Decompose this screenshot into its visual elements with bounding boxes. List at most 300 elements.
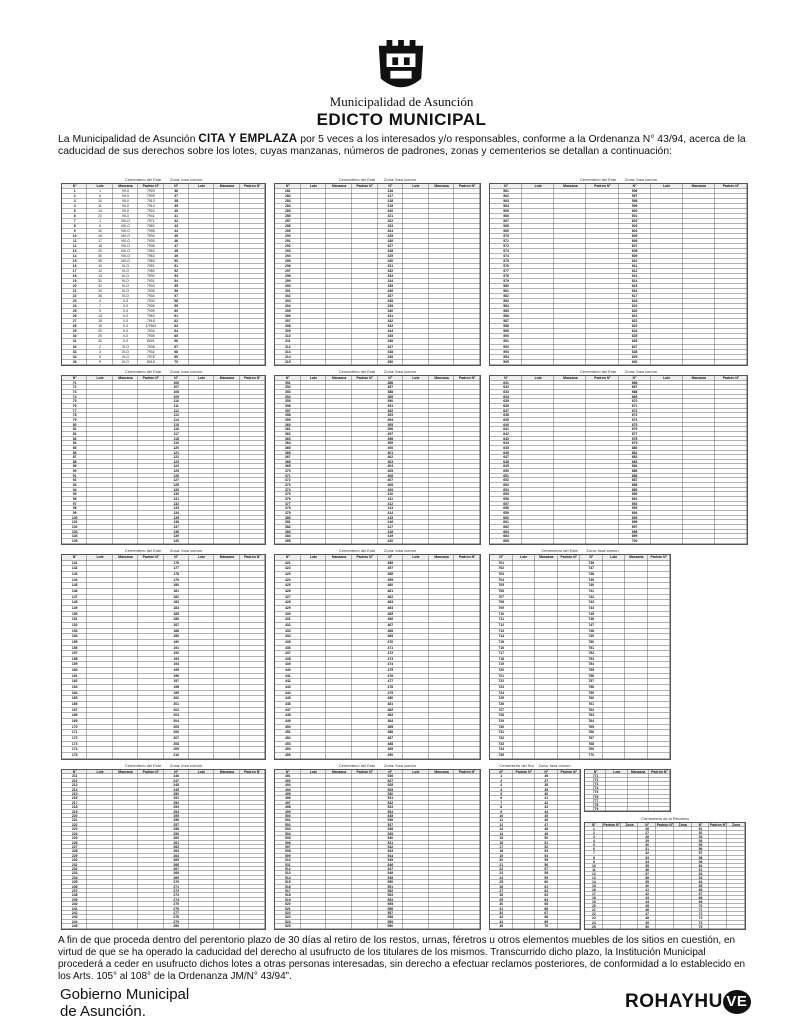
- table-cell: 291: [275, 239, 301, 244]
- table-cell: 670: [619, 399, 651, 404]
- table-caption: Cementerio del Este Zona: fosa común: [338, 369, 417, 374]
- table-cell: 566: [490, 214, 522, 219]
- table-cell: 6: [62, 214, 87, 219]
- table-caption: Cementerio del Este Zona: fosa común: [124, 369, 203, 374]
- table-cell: 357: [275, 409, 301, 414]
- table-cell: 248: [164, 783, 189, 787]
- column-header: N°: [378, 770, 404, 774]
- table-cell: 164: [62, 691, 87, 697]
- table-cell: 309: [275, 329, 301, 334]
- column-header: Padrón N°: [715, 184, 747, 189]
- lots-table: [62, 184, 265, 365]
- table-cell: [240, 924, 265, 928]
- table-cell: 482: [378, 708, 404, 714]
- table-cell: X-0: [113, 309, 138, 314]
- table-cell: 153: [62, 629, 87, 635]
- table-cell: 587: [490, 319, 522, 324]
- table-cell: 69: [164, 355, 189, 360]
- cemetery-table-block: [585, 762, 670, 812]
- table-cell: 691: [619, 497, 651, 502]
- table-cell: 247: [164, 779, 189, 783]
- table-cell: 346: [378, 339, 404, 344]
- table-cell: 549: [378, 876, 404, 880]
- table-cell: [87, 753, 112, 759]
- table-cell: 53: [692, 835, 710, 839]
- table-cell: 684: [619, 464, 651, 469]
- table-cell: 474: [378, 662, 404, 668]
- table-cell: 384: [275, 534, 301, 539]
- table-cell: 67: [164, 345, 189, 350]
- table-cell: 88: [62, 460, 87, 465]
- table-cell: 332: [378, 269, 404, 274]
- table-cell: 7935: [138, 289, 163, 294]
- table-cell: 7909: [138, 194, 163, 199]
- table-cell: 169: [62, 719, 87, 725]
- column-header: Lote: [522, 376, 554, 381]
- table-cell: 37: [638, 872, 656, 876]
- table-cell: 57: [535, 867, 558, 871]
- table-cell: 110: [164, 399, 189, 404]
- table-cell: 39: [535, 788, 558, 792]
- table-cell: 737: [580, 566, 603, 572]
- table-cell: 298: [275, 274, 301, 279]
- table-cell: 552: [378, 889, 404, 893]
- table-cell: 372: [275, 478, 301, 483]
- table-cell: 381: [275, 520, 301, 525]
- table-cell: 296: [275, 264, 301, 269]
- table-cell: 203: [164, 713, 189, 719]
- table-cell: 397: [378, 432, 404, 437]
- table-cell: 76: [62, 404, 87, 409]
- table-cell: 46: [164, 239, 189, 244]
- column-header: N°: [62, 184, 87, 189]
- table-cell: 27: [638, 831, 656, 835]
- table-cell: 189: [164, 634, 189, 640]
- table-cell: 360: [275, 423, 301, 428]
- table-cell: 609: [619, 254, 651, 259]
- table-cell: 454: [275, 747, 301, 753]
- table-cell: 434: [275, 634, 301, 640]
- table-cell: 764: [580, 719, 603, 725]
- table-cell: XI-O: [113, 350, 138, 355]
- table-cell: 9: [87, 360, 112, 365]
- table-cell: 715: [490, 640, 513, 646]
- table-cell: VIII-O: [113, 239, 138, 244]
- table-cell: 345: [378, 334, 404, 339]
- table-cell: 12: [87, 269, 112, 274]
- table-cell: 68: [692, 896, 710, 900]
- table-cell: 522: [275, 911, 301, 915]
- table-cell: 7936: [138, 244, 163, 249]
- lots-table: [490, 376, 747, 544]
- table-cell: [240, 360, 265, 365]
- column-header: Padrón N°: [352, 770, 378, 774]
- table-cell: 188: [164, 629, 189, 635]
- table-cell: 253: [164, 805, 189, 809]
- table-cell: 12: [490, 823, 513, 827]
- column-header: N°: [275, 770, 301, 774]
- table-cell: 13: [87, 274, 112, 279]
- table-cell: [352, 924, 378, 928]
- column-header: N°: [164, 184, 189, 189]
- table-cell: 67: [692, 892, 710, 896]
- table-cell: 7: [585, 851, 603, 855]
- table-cell: 89: [62, 464, 87, 469]
- table-cell: 307: [275, 319, 301, 324]
- table-cell: [554, 539, 586, 544]
- table-cell: 514: [275, 876, 301, 880]
- table-cell: VIII-O: [113, 229, 138, 234]
- table-cell: 329: [378, 254, 404, 259]
- table-cell: VIII-O: [113, 254, 138, 259]
- table-cell: 560: [378, 924, 404, 928]
- table-cell: 60: [692, 864, 710, 868]
- table-cell: 578: [490, 274, 522, 279]
- column-header: N°: [164, 376, 189, 381]
- table-cell: 327: [378, 244, 404, 249]
- cemetery-table-block: [275, 547, 480, 760]
- table-cell: 231: [62, 863, 87, 867]
- table-cell: 728: [490, 713, 513, 719]
- table-cell: 57: [164, 294, 189, 299]
- table-cell: 528: [378, 783, 404, 787]
- table-cell: 215: [62, 792, 87, 796]
- table-cell: 235: [62, 880, 87, 884]
- table-cell: [87, 539, 112, 544]
- table-cell: 574: [490, 254, 522, 259]
- table-cell: 51: [535, 841, 558, 845]
- table-cell: 759: [580, 691, 603, 697]
- table-cell: 714: [490, 634, 513, 640]
- lots-table: [275, 770, 480, 929]
- column-header: N°: [378, 376, 404, 381]
- table-cell: 741: [580, 589, 603, 595]
- table-cell: 41: [535, 796, 558, 800]
- table-cell: 463: [378, 600, 404, 606]
- table-cell: 580: [490, 284, 522, 289]
- table-cell: 149: [62, 606, 87, 612]
- table-cell: 20: [62, 284, 87, 289]
- table-cell: 8: [490, 805, 513, 809]
- table-cell: 284: [275, 204, 301, 209]
- table-cell: 46: [535, 818, 558, 822]
- table-cell: 146: [62, 589, 87, 595]
- table-cell: 348: [378, 350, 404, 355]
- table-cell: 187: [164, 623, 189, 629]
- table-cell: 557: [378, 911, 404, 915]
- table-cell: 483: [378, 713, 404, 719]
- table-cell: 118: [164, 437, 189, 442]
- table-cell: 77: [62, 409, 87, 414]
- table-cell: 383: [275, 530, 301, 535]
- table-cell: 138: [164, 530, 189, 535]
- table-cell: 245: [62, 924, 87, 928]
- table-cell: [240, 539, 265, 544]
- table-cell: XI-O: [113, 360, 138, 365]
- column-header: N°: [490, 555, 513, 561]
- table-cell: 342: [378, 319, 404, 324]
- table-cell: [301, 753, 327, 759]
- table-cell: 608: [619, 249, 651, 254]
- table-cell: 206: [164, 730, 189, 736]
- column-header: N°: [585, 823, 603, 827]
- table-cell: IX-O: [113, 294, 138, 299]
- table-cell: [674, 925, 692, 929]
- table-cell: 359: [275, 418, 301, 423]
- table-cell: VII-0: [113, 214, 138, 219]
- table-cell: 12: [62, 244, 87, 249]
- table-cell: 673: [619, 413, 651, 418]
- table-cell: [326, 539, 352, 544]
- table-cell: 240: [62, 902, 87, 906]
- table-cell: 506: [275, 841, 301, 845]
- table-cell: 22: [62, 294, 87, 299]
- lots-table: [490, 555, 670, 759]
- table-cell: 32: [87, 284, 112, 289]
- table-cell: 654: [490, 488, 522, 493]
- lots-table: [490, 184, 747, 365]
- table-cell: 775: [585, 790, 606, 794]
- table-cell: 442: [275, 679, 301, 685]
- column-header: Padrón N°: [586, 184, 618, 189]
- table-cell: 115: [164, 423, 189, 428]
- table-cell: 40: [164, 209, 189, 214]
- table-cell: 42: [164, 219, 189, 224]
- table-cell: 7934: [138, 294, 163, 299]
- table-cell: 61: [535, 885, 558, 889]
- table-cell: 50: [535, 836, 558, 840]
- table-cell: 1: [585, 827, 603, 831]
- table-cell: 272: [164, 889, 189, 893]
- table-cell: 222: [62, 823, 87, 827]
- table-caption: [585, 762, 670, 770]
- table-cell: 48: [164, 249, 189, 254]
- table-cell: 591: [490, 339, 522, 344]
- table-cell: 583: [490, 299, 522, 304]
- table-cell: 127: [164, 478, 189, 483]
- cemetery-table-block: [490, 762, 580, 930]
- table-cell: 437: [275, 651, 301, 657]
- column-header: Manzana: [535, 555, 558, 561]
- table-cell: 699: [619, 534, 651, 539]
- table-cell: VII-0: [113, 204, 138, 209]
- table-cell: 57: [692, 851, 710, 855]
- table-cell: 709: [490, 606, 513, 612]
- table-cell: 487: [378, 736, 404, 742]
- gobierno-logo-text: [60, 986, 189, 1020]
- table-cell: 40: [638, 884, 656, 888]
- table-cell: 10: [62, 234, 87, 239]
- gobierno-line-1: Gobierno Municipal: [60, 986, 190, 1003]
- table-cell: 23: [490, 871, 513, 875]
- table-cell: 33: [490, 915, 513, 919]
- lots-table: [490, 770, 580, 929]
- table-cell: 469: [378, 634, 404, 640]
- table-cell: 500: [275, 814, 301, 818]
- table-cell: 294: [275, 254, 301, 259]
- table-cell: 495: [275, 792, 301, 796]
- table-cell: 41: [164, 214, 189, 219]
- table-cell: 308: [275, 324, 301, 329]
- table-cell: [214, 360, 239, 365]
- table-cell: 443: [275, 685, 301, 691]
- table-cell: 565: [490, 209, 522, 214]
- table-cell: 150: [62, 612, 87, 618]
- table-cell: 264: [164, 854, 189, 858]
- table-cell: [522, 539, 554, 544]
- table-cell: 512: [275, 867, 301, 871]
- table-cell: [535, 753, 558, 759]
- table-cell: 230: [62, 858, 87, 862]
- table-cell: 225: [62, 836, 87, 840]
- table-cell: 68: [164, 350, 189, 355]
- table-cell: 7939: [138, 309, 163, 314]
- table-cell: [214, 924, 239, 928]
- lots-table: [275, 555, 480, 759]
- table-cell: 413: [378, 506, 404, 511]
- table-cell: 519: [275, 898, 301, 902]
- table-cell: 447: [275, 708, 301, 714]
- table-cell: 450: [275, 725, 301, 731]
- table-cell: 39: [164, 204, 189, 209]
- table-cell: 750: [580, 640, 603, 646]
- table-cell: 290: [275, 234, 301, 239]
- table-cell: 396: [378, 427, 404, 432]
- table-cell: 543: [378, 849, 404, 853]
- table-cell: 530: [378, 792, 404, 796]
- column-header: Lote: [603, 555, 626, 561]
- column-header: Manzana: [326, 184, 352, 189]
- table-cell: 470: [378, 640, 404, 646]
- table-cell: 11: [62, 239, 87, 244]
- table-cell: 30: [638, 843, 656, 847]
- table-cell: 8001: [138, 339, 163, 344]
- table-cell: 461: [378, 589, 404, 595]
- table-cell: 47: [638, 912, 656, 916]
- table-cell: 720: [490, 668, 513, 674]
- table-cell: 300: [275, 284, 301, 289]
- table-cell: 124: [164, 464, 189, 469]
- column-header: Manzana: [683, 184, 715, 189]
- table-cell: 650: [490, 469, 522, 474]
- column-header: Lote: [189, 376, 214, 381]
- table-cell: 305: [275, 309, 301, 314]
- table-cell: 100: [62, 516, 87, 521]
- lots-table: [275, 376, 480, 544]
- table-cell: 108: [164, 390, 189, 395]
- table-cell: 607: [619, 244, 651, 249]
- table-cell: 2: [62, 194, 87, 199]
- table-cell: 490: [378, 753, 404, 759]
- table-cell: 529: [378, 788, 404, 792]
- table-cell: 733: [490, 742, 513, 748]
- column-header: N°: [535, 770, 558, 774]
- table-cell: [189, 539, 214, 544]
- table-cell: X-0: [113, 334, 138, 339]
- table-cell: 545: [378, 858, 404, 862]
- table-cell: 763: [580, 713, 603, 719]
- cemetery-table-block: [62, 547, 265, 760]
- table-cell: 54: [164, 279, 189, 284]
- table-cell: 734: [490, 747, 513, 753]
- table-cell: 536: [378, 818, 404, 822]
- table-cell: 652: [490, 478, 522, 483]
- table-cell: 244: [62, 920, 87, 924]
- table-cell: 7930: [138, 274, 163, 279]
- table-cell: 395: [378, 423, 404, 428]
- table-cell: 213: [62, 783, 87, 787]
- table-cell: 1/7963: [138, 324, 163, 329]
- column-header: Lote: [651, 184, 683, 189]
- column-header: N°: [490, 376, 522, 381]
- table-cell: 10: [490, 814, 513, 818]
- table-cell: 32: [490, 911, 513, 915]
- table-cell: 675: [619, 423, 651, 428]
- table-cell: [586, 360, 618, 365]
- table-cell: 49: [164, 254, 189, 259]
- table-cell: 465: [378, 612, 404, 618]
- table-cell: 21: [585, 908, 603, 912]
- table-cell: 527: [378, 779, 404, 783]
- table-cell: 303: [275, 299, 301, 304]
- table-cell: 328: [378, 249, 404, 254]
- cemetery-table-block: [275, 368, 480, 545]
- table-cell: 669: [619, 395, 651, 400]
- table-cell: 524: [275, 920, 301, 924]
- table-cell: 595: [490, 360, 522, 365]
- table-cell: 47: [164, 244, 189, 249]
- table-cell: 7931: [138, 279, 163, 284]
- table-cell: 111: [164, 404, 189, 409]
- table-cell: 50: [164, 259, 189, 264]
- table-cell: 7932: [138, 350, 163, 355]
- table-cell: 7939: [138, 334, 163, 339]
- table-cell: 28: [490, 893, 513, 897]
- table-cell: 685: [619, 469, 651, 474]
- table-cell: 343: [378, 324, 404, 329]
- table-cell: 532: [378, 801, 404, 805]
- table-cell: 626: [619, 339, 651, 344]
- table-cell: 37: [164, 194, 189, 199]
- table-cell: 174: [62, 747, 87, 753]
- table-cell: [715, 539, 747, 544]
- table-cell: [214, 539, 239, 544]
- column-header: Manzana: [326, 555, 352, 561]
- municipality-name: Municipalidad de Asunción: [329, 94, 474, 109]
- table-cell: 78: [62, 413, 87, 418]
- table-cell: 572: [490, 244, 522, 249]
- table-cell: 518: [275, 893, 301, 897]
- table-cell: XI-O: [113, 345, 138, 350]
- table-cell: 508: [275, 849, 301, 853]
- table-cell: 26: [490, 885, 513, 889]
- table-cell: 693: [619, 506, 651, 511]
- table-cell: 375: [275, 492, 301, 497]
- table-cell: 695: [619, 516, 651, 521]
- table-cell: 366: [275, 451, 301, 456]
- table-cell: 171: [62, 730, 87, 736]
- table-cell: 9: [490, 810, 513, 814]
- table-cell: VIII-O: [113, 249, 138, 254]
- table-cell: 259: [164, 832, 189, 836]
- table-cell: 55: [692, 843, 710, 847]
- table-cell: 429: [275, 606, 301, 612]
- table-cell: 13: [87, 314, 112, 319]
- table-cell: [454, 753, 480, 759]
- table-cell: 18: [62, 274, 87, 279]
- table-cell: 621: [619, 314, 651, 319]
- table-cell: 742: [580, 595, 603, 601]
